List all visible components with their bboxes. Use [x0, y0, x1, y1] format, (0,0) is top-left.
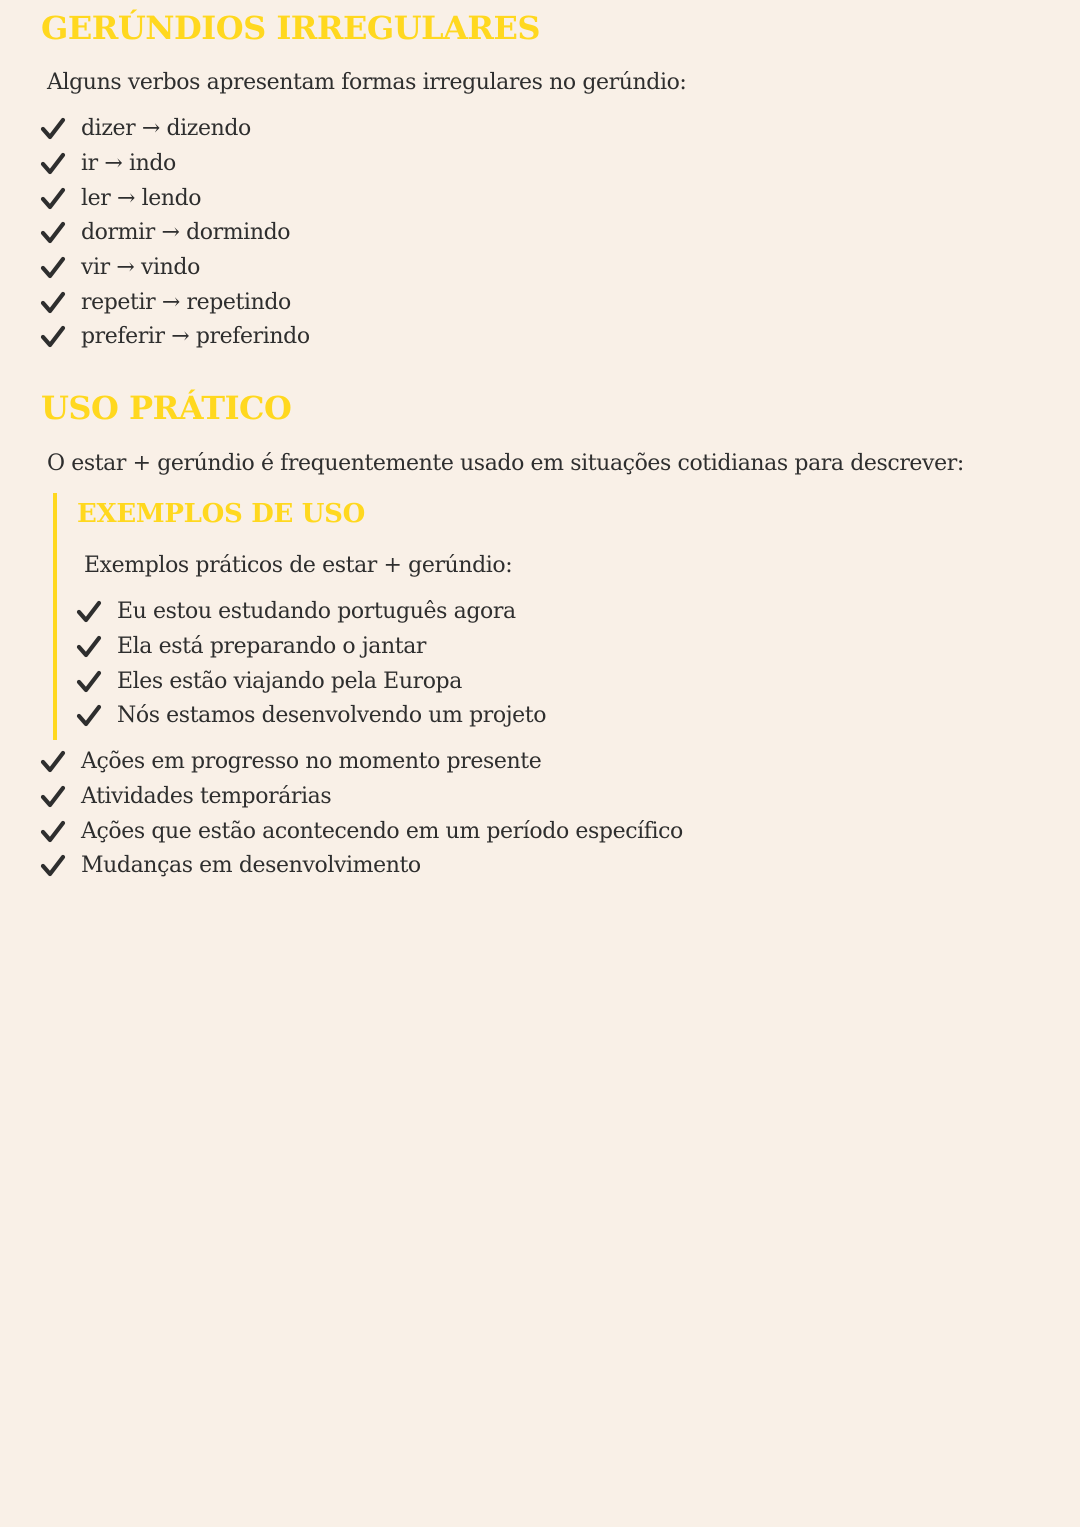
check-icon [40, 749, 66, 775]
usage-situations-list [40, 745, 683, 884]
list-item [40, 181, 310, 216]
check-icon [76, 634, 102, 660]
callout-accent-bar [53, 493, 57, 740]
list-item [40, 251, 310, 286]
check-icon [76, 599, 102, 625]
irregular-gerund-list [40, 112, 310, 355]
check-icon [40, 116, 66, 142]
list-item-text: Eles estão viajando pela Europa [117, 668, 462, 694]
list-item [40, 216, 310, 251]
list-item [40, 147, 310, 182]
section-intro: Alguns verbos apresentam formas irregulares no gerúndio: [47, 70, 687, 95]
check-icon [76, 669, 102, 695]
callout-title: EXEMPLOS DE USO [77, 499, 365, 529]
list-item [76, 699, 546, 734]
check-icon [40, 151, 66, 177]
section-intro: O estar + gerúndio é frequentemente usado em situações cotidianas para descrever: [47, 451, 964, 476]
list-item-text: preferir → preferindo [81, 324, 310, 350]
check-icon [40, 784, 66, 810]
list-item-text: Ações em progresso no momento presente [81, 749, 542, 775]
check-icon [40, 819, 66, 845]
list-item-text: Ela está preparando o jantar [117, 634, 427, 660]
list-item [40, 780, 683, 815]
list-item-text: Ações que estão acontecendo em um período específico [81, 818, 683, 844]
usage-examples-list [76, 595, 546, 734]
list-item-text: vir → vindo [81, 255, 200, 281]
list-item [76, 630, 546, 665]
list-item [40, 745, 683, 780]
list-item [76, 595, 546, 630]
list-item [40, 285, 310, 320]
check-icon [40, 290, 66, 316]
list-item [76, 664, 546, 699]
check-icon [76, 703, 102, 729]
section-title-gerundios-irregulares: GERÚNDIOS IRREGULARES [41, 9, 541, 47]
list-item-text: dizer → dizendo [81, 116, 251, 142]
list-item-text: Mudanças em desenvolvimento [81, 853, 421, 879]
check-icon [40, 186, 66, 212]
callout-intro: Exemplos práticos de estar + gerúndio: [84, 553, 513, 578]
list-item [40, 814, 683, 849]
list-item-text: ler → lendo [81, 185, 202, 211]
list-item-text: repetir → repetindo [81, 289, 291, 315]
check-icon [40, 324, 66, 350]
check-icon [40, 220, 66, 246]
list-item [40, 849, 683, 884]
list-item-text: dormir → dormindo [81, 220, 291, 246]
list-item-text: ir → indo [81, 151, 176, 177]
list-item [40, 112, 310, 147]
check-icon [40, 255, 66, 281]
list-item-text: Nós estamos desenvolvendo um projeto [117, 703, 547, 729]
check-icon [40, 853, 66, 879]
list-item [40, 320, 310, 355]
list-item-text: Atividades temporárias [81, 784, 332, 810]
list-item-text: Eu estou estudando português agora [117, 599, 516, 625]
section-title-uso-pratico: USO PRÁTICO [41, 389, 292, 427]
